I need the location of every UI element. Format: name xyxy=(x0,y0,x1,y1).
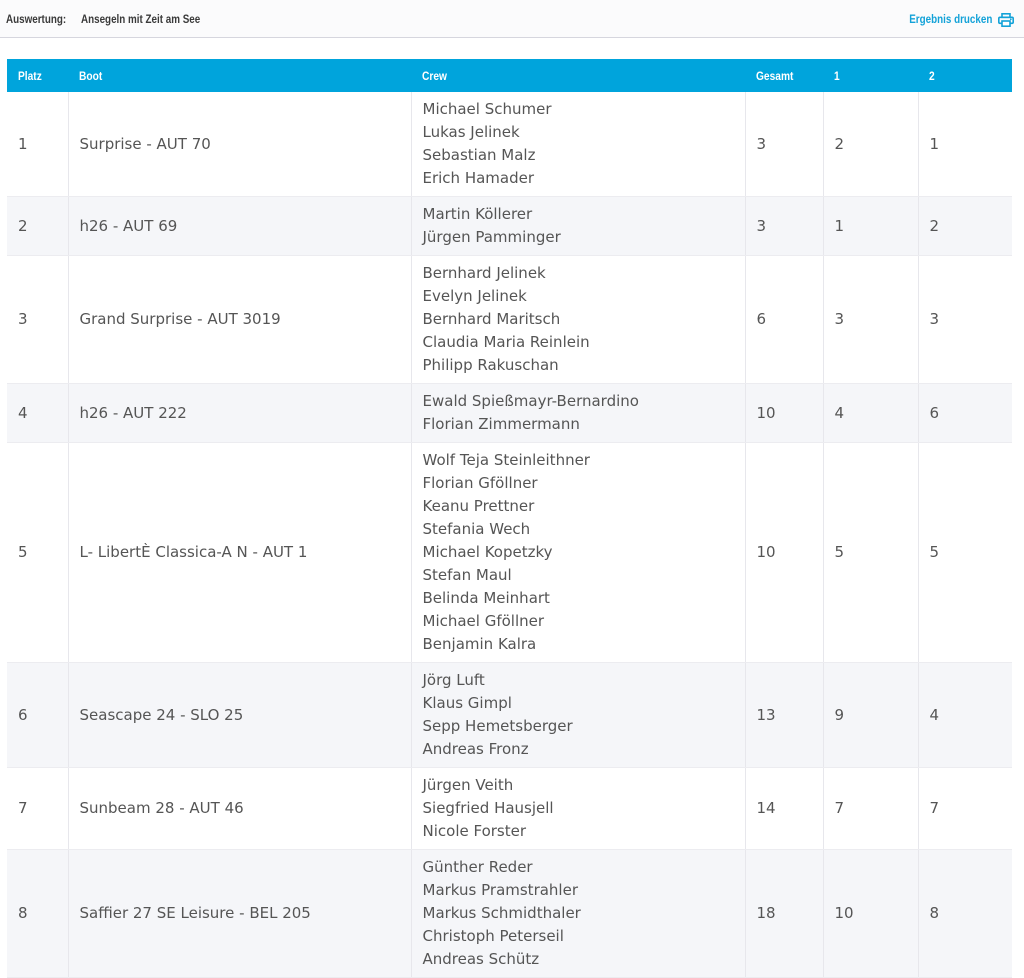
cell-platz: 2 xyxy=(7,197,68,256)
crew-member: Keanu Prettner xyxy=(422,497,535,515)
table-row xyxy=(7,197,1012,256)
crew-member: Florian Gföllner xyxy=(422,474,538,492)
crew-member: Jürgen Veith xyxy=(422,776,514,794)
crew-member: Sebastian Malz xyxy=(422,146,536,164)
cell-crew xyxy=(411,256,745,384)
table-row xyxy=(7,92,1012,197)
crew-member: Sepp Hemetsberger xyxy=(422,717,573,735)
column-header-boot[interactable]: Boot xyxy=(68,59,411,92)
table-row xyxy=(7,850,1012,978)
crew-member: Andreas Schütz xyxy=(422,950,540,968)
crew-member: Erich Hamader xyxy=(422,169,535,187)
cell-boot: h26 - AUT 69 xyxy=(68,197,411,256)
column-header-gesamt[interactable]: Gesamt xyxy=(745,59,823,92)
crew-member: Wolf Teja Steinleithner xyxy=(422,451,590,469)
cell-race-1: 10 xyxy=(823,850,918,978)
results-table-body xyxy=(7,92,1012,978)
evaluation-breadcrumb xyxy=(6,12,227,26)
cell-platz: 6 xyxy=(7,663,68,768)
cell-platz: 7 xyxy=(7,768,68,850)
cell-boot: Grand Surprise - AUT 3019 xyxy=(68,256,411,384)
table-row xyxy=(7,443,1012,663)
column-header-race-1[interactable]: 1 xyxy=(823,59,918,92)
crew-member: Michael Gföllner xyxy=(422,612,545,630)
cell-crew xyxy=(411,197,745,256)
cell-platz: 8 xyxy=(7,850,68,978)
cell-platz: 1 xyxy=(7,92,68,197)
cell-gesamt: 6 xyxy=(745,256,823,384)
table-row xyxy=(7,256,1012,384)
cell-race-2: 1 xyxy=(918,92,1012,197)
crew-member: Martin Köllerer xyxy=(422,205,533,223)
cell-race-2: 7 xyxy=(918,768,1012,850)
crew-member: Stefan Maul xyxy=(422,566,512,584)
cell-gesamt: 14 xyxy=(745,768,823,850)
evaluation-title: Ansegeln mit Zeit am See xyxy=(81,11,201,26)
crew-member: Nicole Forster xyxy=(422,822,527,840)
cell-gesamt: 10 xyxy=(745,443,823,663)
cell-race-2: 3 xyxy=(918,256,1012,384)
cell-gesamt: 10 xyxy=(745,384,823,443)
crew-member: Michael Kopetzky xyxy=(422,543,553,561)
cell-race-2: 6 xyxy=(918,384,1012,443)
cell-gesamt: 3 xyxy=(745,197,823,256)
cell-boot: Saffier 27 SE Leisure - BEL 205 xyxy=(68,850,411,978)
cell-race-1: 1 xyxy=(823,197,918,256)
crew-member: Markus Pramstrahler xyxy=(422,881,578,899)
crew-member: Benjamin Kalra xyxy=(422,635,537,653)
cell-crew xyxy=(411,384,745,443)
crew-member: Florian Zimmermann xyxy=(422,415,580,433)
cell-race-1: 2 xyxy=(823,92,918,197)
crew-member: Philipp Rakuschan xyxy=(422,356,559,374)
table-row xyxy=(7,768,1012,850)
cell-race-2: 5 xyxy=(918,443,1012,663)
cell-race-1: 3 xyxy=(823,256,918,384)
cell-crew xyxy=(411,443,745,663)
crew-member: Christoph Peterseil xyxy=(422,927,564,945)
crew-member: Ewald Spießmayr-Bernardino xyxy=(422,392,639,410)
cell-race-1: 4 xyxy=(823,384,918,443)
cell-gesamt: 3 xyxy=(745,92,823,197)
table-row xyxy=(7,663,1012,768)
crew-member: Jürgen Pamminger xyxy=(422,228,561,246)
evaluation-label: Auswertung: xyxy=(6,11,67,26)
crew-member: Bernhard Maritsch xyxy=(422,310,561,328)
table-row xyxy=(7,384,1012,443)
results-table xyxy=(7,59,1012,978)
cell-race-2: 4 xyxy=(918,663,1012,768)
print-result-label: Ergebnis drucken xyxy=(908,11,992,26)
results-table-container xyxy=(7,59,1012,978)
cell-platz: 3 xyxy=(7,256,68,384)
cell-gesamt: 18 xyxy=(745,850,823,978)
cell-gesamt: 13 xyxy=(745,663,823,768)
cell-boot: Seascape 24 - SLO 25 xyxy=(68,663,411,768)
cell-crew xyxy=(411,663,745,768)
crew-member: Michael Schumer xyxy=(422,100,552,118)
crew-member: Belinda Meinhart xyxy=(422,589,550,607)
crew-member: Jörg Luft xyxy=(422,671,485,689)
crew-member: Andreas Fronz xyxy=(422,740,529,758)
cell-race-2: 8 xyxy=(918,850,1012,978)
cell-boot: h26 - AUT 222 xyxy=(68,384,411,443)
cell-boot: Surprise - AUT 70 xyxy=(68,92,411,197)
crew-member: Evelyn Jelinek xyxy=(422,287,527,305)
print-result-link[interactable] xyxy=(891,12,1014,26)
column-header-platz[interactable]: Platz xyxy=(7,59,68,92)
crew-member: Siegfried Hausjell xyxy=(422,799,554,817)
cell-crew xyxy=(411,850,745,978)
cell-boot: L- LibertÈ Classica-A N - AUT 1 xyxy=(68,443,411,663)
cell-platz: 5 xyxy=(7,443,68,663)
crew-member: Klaus Gimpl xyxy=(422,694,512,712)
top-bar xyxy=(0,0,1024,38)
cell-race-2: 2 xyxy=(918,197,1012,256)
printer-icon[interactable] xyxy=(998,12,1014,26)
cell-crew xyxy=(411,92,745,197)
column-header-race-2[interactable]: 2 xyxy=(918,59,1012,92)
crew-member: Günther Reder xyxy=(422,858,533,876)
crew-member: Lukas Jelinek xyxy=(422,123,520,141)
cell-race-1: 5 xyxy=(823,443,918,663)
table-header-row xyxy=(7,59,1012,92)
cell-race-1: 7 xyxy=(823,768,918,850)
cell-boot: Sunbeam 28 - AUT 46 xyxy=(68,768,411,850)
crew-member: Stefania Wech xyxy=(422,520,531,538)
crew-member: Bernhard Jelinek xyxy=(422,264,546,282)
cell-race-1: 9 xyxy=(823,663,918,768)
crew-member: Claudia Maria Reinlein xyxy=(422,333,590,351)
cell-crew xyxy=(411,768,745,850)
crew-member: Markus Schmidthaler xyxy=(422,904,581,922)
column-header-crew[interactable]: Crew xyxy=(411,59,745,92)
cell-platz: 4 xyxy=(7,384,68,443)
